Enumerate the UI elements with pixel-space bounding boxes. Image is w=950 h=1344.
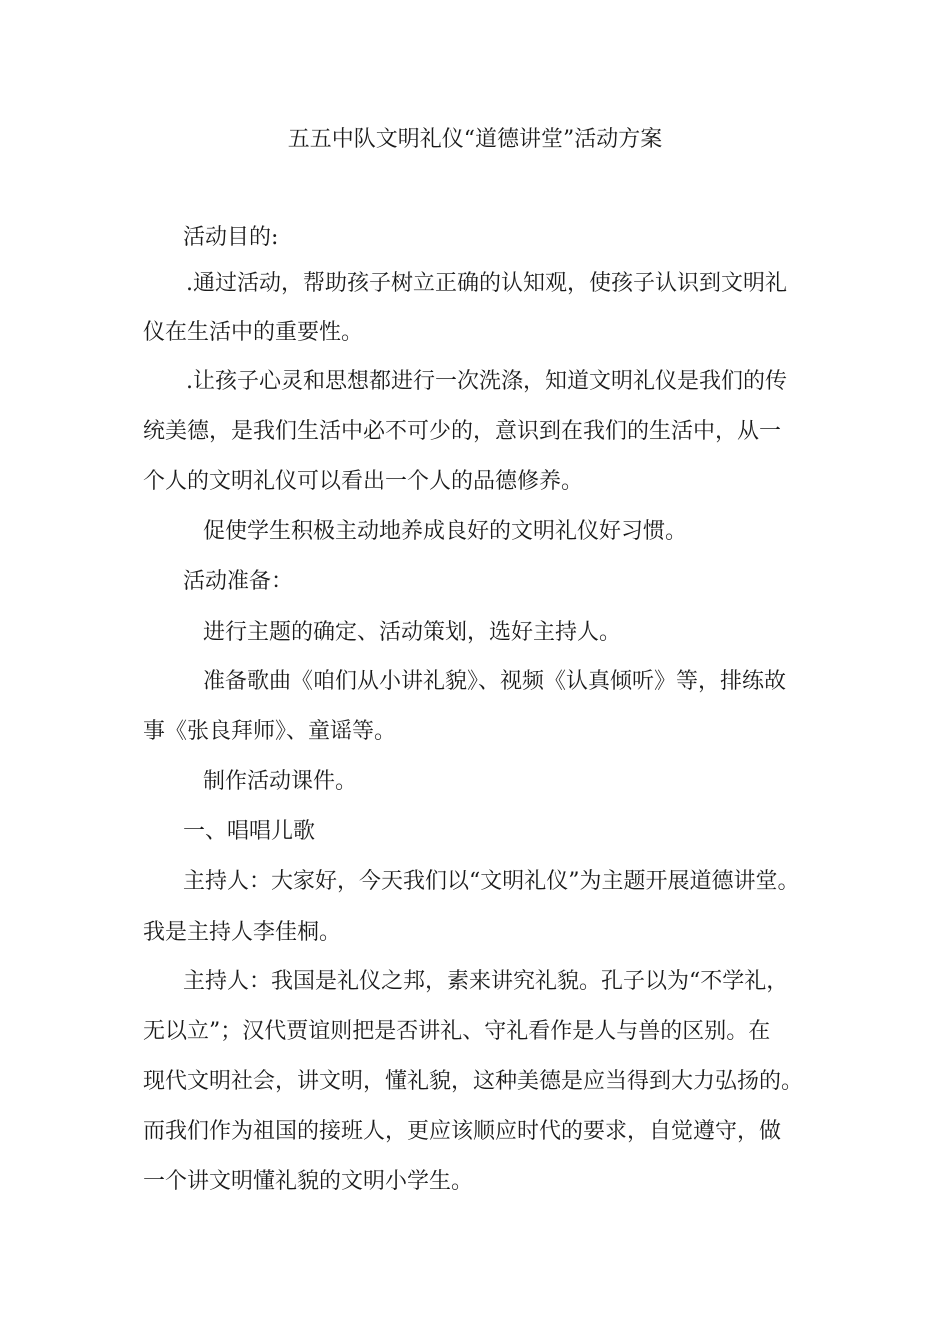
paragraph-line: 促使学生积极主动地养成良好的文明礼仪好习惯。	[203, 519, 688, 544]
paragraph-line: 个人的文明礼仪可以看出一个人的品德修养。	[143, 469, 584, 494]
paragraph-line: 仪在生活中的重要性。	[143, 320, 364, 345]
paragraph-line: .让孩子心灵和思想都进行一次洗涤，知道文明礼仪是我们的传	[186, 369, 787, 394]
document-title: 五五中队文明礼仪“道德讲堂”活动方案	[287, 127, 663, 152]
paragraph-line: 事《张良拜师》、童谣等。	[143, 719, 397, 744]
paragraph-line: 而我们作为祖国的接班人，更应该顺应时代的要求，自觉遵守，做	[143, 1119, 782, 1144]
paragraph-line: 主持人：我国是礼仪之邦，素来讲究礼貌。孔子以为“不学礼，	[183, 969, 789, 994]
paragraph-line: 制作活动课件。	[203, 769, 358, 794]
paragraph-line: 主持人：大家好，今天我们以“文明礼仪”为主题开展道德讲堂。	[183, 869, 800, 894]
section-heading-songs: 一、唱唱儿歌	[183, 819, 316, 844]
paragraph-line: 一个讲文明懂礼貌的文明小学生。	[143, 1169, 474, 1194]
paragraph-line: 进行主题的确定、活动策划，选好主持人。	[203, 620, 622, 645]
paragraph-line: .通过活动，帮助孩子树立正确的认知观，使孩子认识到文明礼	[186, 271, 787, 296]
paragraph-line: 我是主持人李佳桐。	[143, 920, 342, 945]
paragraph-line: 现代文明社会，讲文明，懂礼貌，这种美德是应当得到大力弘扬的。	[143, 1069, 804, 1094]
paragraph-line: 无以立”；汉代贾谊则把是否讲礼、守礼看作是人与兽的区别。在	[143, 1019, 771, 1044]
section-heading-preparation: 活动准备：	[183, 569, 294, 594]
paragraph-line: 准备歌曲《咱们从小讲礼貌》、视频《认真倾听》等，排练故	[203, 669, 787, 694]
paragraph-line: 统美德，是我们生活中必不可少的，意识到在我们的生活中，从一	[143, 419, 782, 444]
section-heading-purpose: 活动目的:	[183, 225, 279, 250]
